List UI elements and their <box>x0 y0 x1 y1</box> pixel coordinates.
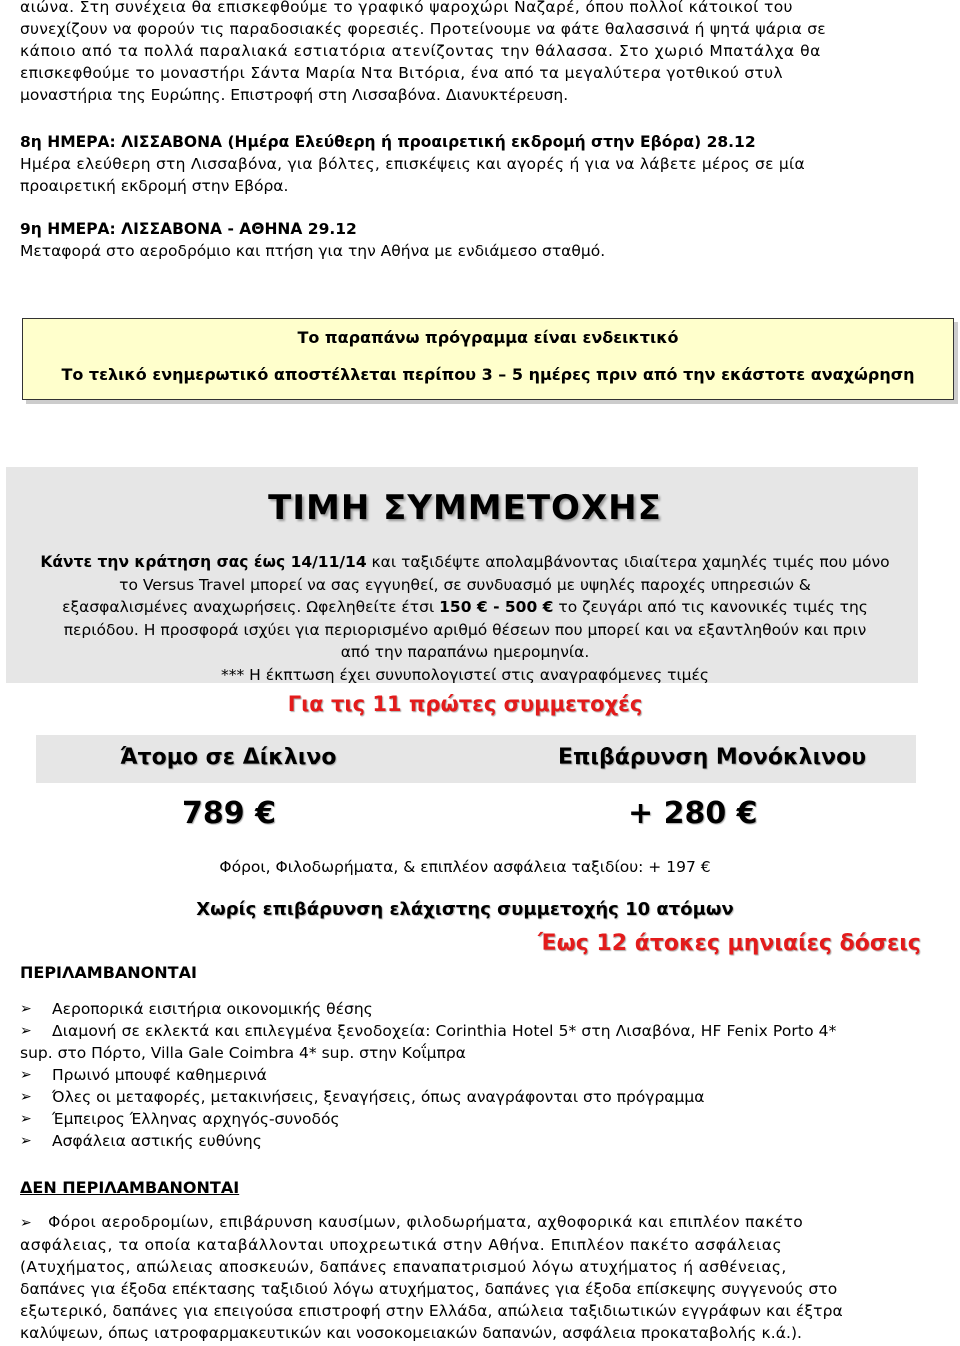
pricing-line <box>0 551 930 574</box>
excluded-line: (Ατυχήματος, απώλειας αποσκευών, δαπάνες επαναπατρισμού λόγω ατυχήματος ή ασθένειας, <box>20 1258 787 1276</box>
single-supplement-price: + 280 € <box>628 796 758 831</box>
double-room-price: 789 € <box>182 796 276 831</box>
arrow-bullet-icon: ➢ <box>20 1023 32 1039</box>
included-hotel-cont: sup. στο Πόρτο, Villa Gale Coimbra 4* sup. στην Κοΐμπρα <box>20 1044 466 1062</box>
included-list <box>20 998 910 1152</box>
intro-line: συνεχίζουν να φορούν τις παραδοσιακές φορεσιές. Προτείνουμε να φάτε θαλασσινά ή ψητά ψάρια σε <box>20 20 826 38</box>
single-supplement-header: Επιβάρυνση Μονόκλινου <box>558 745 867 770</box>
first-bookings-label: Για τις 11 πρώτες συμμετοχές <box>287 692 643 716</box>
intro-line: μοναστήρια της Ευρώπης. Επιστροφή στη Λισσαβόνα. Διανυκτέρευση. <box>20 86 569 104</box>
double-room-header: Άτομο σε Δίκλινο <box>120 745 337 770</box>
intro-line: επισκεφθούμε το μοναστήρι Σάντα Μαρία Ντα Βιτόρια, ένα από τα μεγαλύτερα γοτθικού στυλ <box>20 64 783 82</box>
intro-line: κάποιο από τα πολλά παραλιακά εστιατόρια ατενίζοντας την θάλασσα. Στο χωριό Μπατάλχα θα <box>20 42 821 60</box>
installments-label: Έως 12 άτοκες μηνιαίες δόσεις <box>538 931 921 956</box>
pricing-line <box>0 596 930 619</box>
day9-text: Μεταφορά στο αεροδρόμιο και πτήση για την Αθήνα με ενδιάμεσο σταθμό. <box>20 242 606 260</box>
day8-title: 8η ΗΜΕΡΑ: ΛΙΣΣΑΒΟΝΑ (Ημέρα Ελεύθερη ή προαιρετική εκδρομή στην Εβόρα) <box>20 133 702 151</box>
excluded-line: ➢ Φόροι αεροδρομίων, επιβάρυνση καυσίμων, φιλοδωρήματα, αχθοφορικά και επιπλέον πακέτο <box>20 1213 804 1231</box>
excluded-title: ΔΕΝ ΠΕΡΙΛΑΜΒΑΝΟΝΤΑΙ <box>20 1178 240 1197</box>
included-item: ➢ Έμπειρος Έλληνας αρχηγός-συνοδός <box>20 1110 340 1128</box>
day8-heading <box>20 131 910 153</box>
day9-section <box>20 218 910 262</box>
intro-paragraph <box>20 0 910 106</box>
program-notice-box <box>22 318 954 400</box>
excluded-line: εξωτερικό, δαπάνες για επειγούσα επιστροφή στην Ελλάδα, απώλεια ταξιδιωτικών εγγράφων και έξτρα <box>20 1302 843 1320</box>
pricing-line: *** Η έκπτωση έχει συνυπολογιστεί στις αναγραφόμενες τιμές <box>220 665 710 684</box>
day9-date: 29.12 <box>307 220 357 238</box>
excluded-line: ασφάλειας, τα οποία καταβάλλονται υποχρεωτικά στην Αθήνα. Επιπλέον πακέτο ασφάλειας <box>20 1236 783 1254</box>
included-item: ➢ Πρωινό μπουφέ καθημερινά <box>20 1066 267 1084</box>
pricing-line: από την παραπάνω ημερομηνία. <box>340 643 590 661</box>
booking-deadline: Κάντε την κράτηση σας έως 14/11/14 <box>40 553 367 571</box>
min-participants: Χωρίς επιβάρυνση ελάχιστης συμμετοχής 10 ατόμων <box>196 899 734 920</box>
arrow-bullet-icon: ➢ <box>20 1067 32 1083</box>
included-item: ➢ Ασφάλεια αστικής ευθύνης <box>20 1132 262 1150</box>
day8-section <box>20 131 910 197</box>
included-item: ➢ Όλες οι μεταφορές, μετακινήσεις, ξεναγήσεις, όπως αναγράφονται στο πρόγραμμα <box>20 1088 705 1106</box>
arrow-bullet-icon: ➢ <box>20 1089 32 1105</box>
booking-text: και ταξιδέψτε απολαμβάνοντας ιδιαίτερα χαμηλές τιμές που μόνο <box>366 553 890 571</box>
pricing-description <box>0 551 930 686</box>
notice-line-1: Το παραπάνω πρόγραμμα είναι ενδεικτικό <box>297 328 679 347</box>
excluded-text <box>20 1211 910 1344</box>
notice-line-2: Το τελικό ενημερωτικό αποστέλλεται περίπου 3 – 5 ημέρες πριν από την εκάστοτε αναχώρηση <box>61 365 915 384</box>
pricing-title: ΤΙΜΗ ΣΥΜΜΕΤΟΧΗΣ <box>268 488 662 528</box>
included-item: ➢ Διαμονή σε εκλεκτά και επιλεγμένα ξενοδοχεία: Corinthia Hotel 5* στη Λισαβόνα, HF Fenix Porto 4* <box>20 1022 837 1040</box>
taxes-line: Φόροι, Φιλοδωρήματα, & επιπλέον ασφάλεια ταξιδίου: + 197 € <box>219 858 711 876</box>
day8-line: προαιρετική εκδρομή στην Εβόρα. <box>20 177 289 195</box>
included-item: ➢ Αεροπορικά εισιτήρια οικονομικής θέσης <box>20 1000 373 1018</box>
savings-pre: εξασφαλισμένες αναχωρήσεις. Ωφεληθείτε έτσι <box>62 598 440 616</box>
savings-amount: 150 € - 500 € <box>439 598 554 616</box>
pricing-line: περιόδου. Η προσφορά ισχύει για περιορισμένο αριθμό θέσεων που μπορεί και να εξαντληθούν και πριν <box>63 620 867 639</box>
included-title: ΠΕΡΙΛΑΜΒΑΝΟΝΤΑΙ <box>20 963 197 982</box>
arrow-bullet-icon: ➢ <box>20 1111 32 1127</box>
excluded-line: καλύψεων, όπως ιατροφαρμακευτικών και νοσοκομειακών δαπανών, ασφάλεια προκαταβολής κ.ά.). <box>20 1324 803 1342</box>
arrow-bullet-icon: ➢ <box>20 1133 32 1149</box>
day9-heading <box>20 218 910 240</box>
excluded-line: δαπάνες για έξοδα επέκτασης ταξιδιού λόγω ατυχήματος, δαπάνες για έξοδα επίσκεψης συγγενούς στο <box>20 1280 838 1298</box>
day8-date: 28.12 <box>706 133 756 151</box>
day9-title: 9η ΗΜΕΡΑ: ΛΙΣΣΑΒΟΝΑ - ΑΘΗΝΑ <box>20 220 303 238</box>
pricing-line: το Versus Travel μπορεί να σας εγγυηθεί, σε συνδυασμό με υψηλές παροχές υπηρεσιών & <box>119 575 811 594</box>
arrow-bullet-icon: ➢ <box>20 1001 32 1017</box>
intro-line: αιώνα. Στη συνέχεια θα επισκεφθούμε το γραφικό ψαροχώρι Ναζαρέ, όπου πολλοί κάτοικοί του <box>20 0 793 16</box>
savings-post: το ζευγάρι από τις κανονικές τιμές της <box>553 598 868 616</box>
day8-line: Ημέρα ελεύθερη στη Λισσαβόνα, για βόλτες, επισκέψεις και αγορές ή για να λάβετε μέρος σε μία <box>20 155 805 173</box>
arrow-bullet-icon: ➢ <box>20 1215 33 1231</box>
